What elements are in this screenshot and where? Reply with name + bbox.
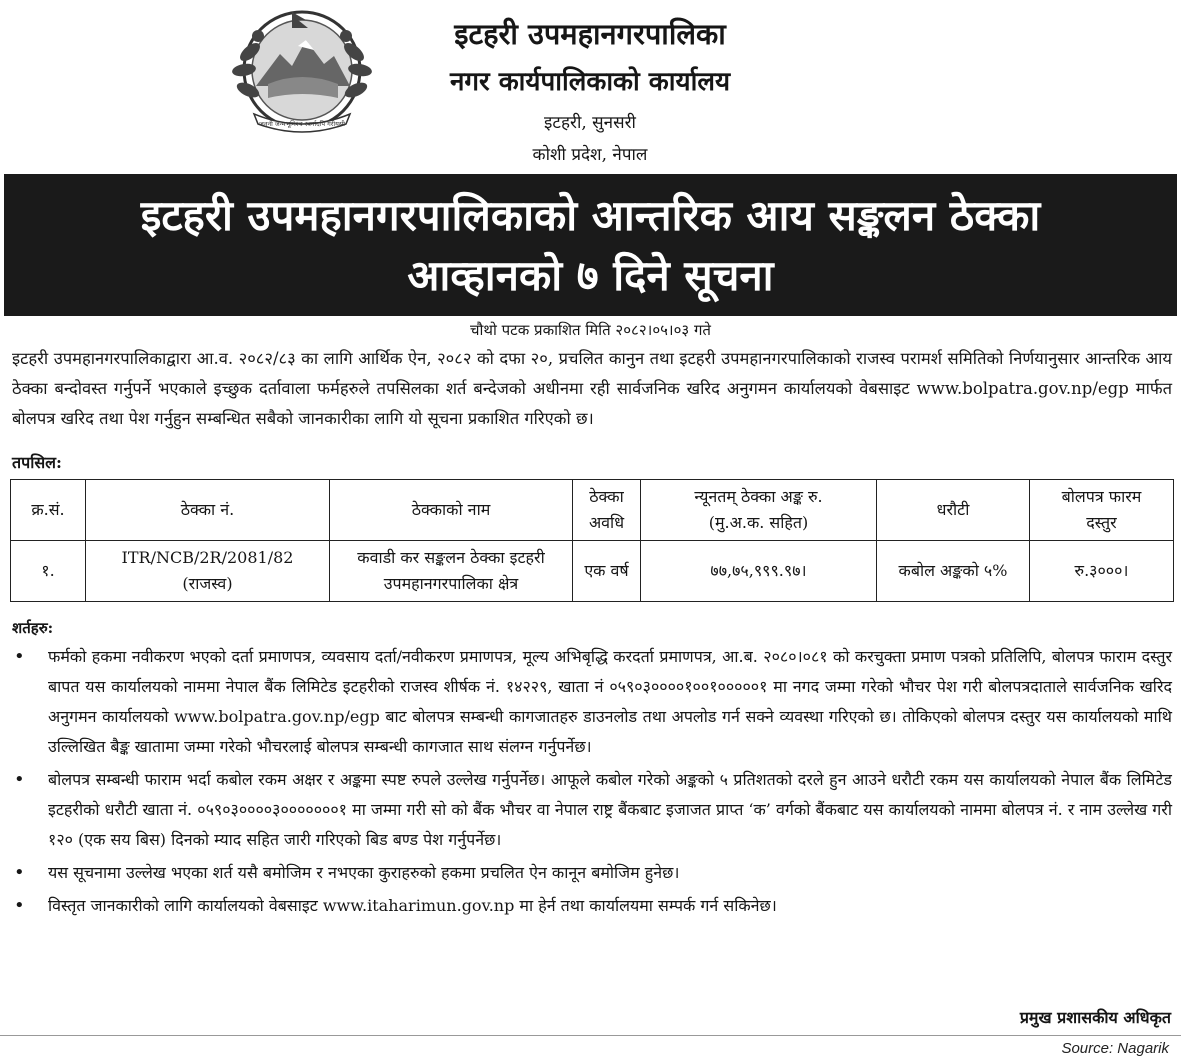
bullet-icon: • (14, 895, 25, 916)
signatory-title: प्रमुख प्रशासकीय अधिकृत (1019, 1008, 1171, 1027)
title-banner (4, 174, 1177, 316)
list-item (12, 642, 1172, 762)
bullet-icon: • (14, 646, 25, 667)
notice-title-line1: इटहरी उपमहानगरपालिकाको आन्तरिक आय सङ्कलन ठेक्का (140, 191, 1041, 240)
cell-contract-no (86, 541, 330, 602)
bullet-icon: • (14, 862, 25, 883)
condition-text: विस्तृत जानकारीको लागि कार्यालयको वेबसाइट www.itaharimun.gov.np मा हेर्न तथा कार्यालयमा सम्पर्क गर्न सकिनेछ। (48, 896, 777, 915)
condition-text: बोलपत्र सम्बन्धी फाराम भर्दा कबोल रकम अक्षर र अङ्कमा स्पष्ट रुपले उल्लेख गर्नुपर्नेछ। आफूले कबोल गरेको अङ्कको ५ प्रतिशतको दरले हुन आउने धरौटी रकम यस कार्यालयको नेपाल बैंक लिमिटेड इटहरीको धरौटी खाता नं. ०५९०३००००३०००००००१ मा जम्मा गरी सो को बैंक भौचर वा नेपाल राष्ट्र बैंकबाट इजाजत प्राप्त ‘क’ वर्गको बैंकबाट यस कार्यालयको नाममा बोलपत्र नं. र नाम उल्लेख गरी १२० (एक सय बिस) दिनको म्याद सहित जारी गरिएको बिड बण्ड पेश गर्नुपर्नेछ। (48, 770, 1172, 849)
cell-contract-no-code: ITR/NCB/2R/2081/82 (121, 548, 294, 567)
intro-paragraph: इटहरी उपमहानगरपालिकाद्वारा आ.व. २०८२/८३ का लागि आर्थिक ऐन, २०८२ को दफा २०, प्रचलित कानुन तथा इटहरी उपमहानगरपालिकाको राजस्व परामर्श समितिको निर्णयानुसार आन्तरिक आय ठेक्का बन्दोवस्त गर्नुपर्ने भएकाले इच्छुक दर्तावाला फर्महरुले तपसिलका शर्त बन्देजको अधीनमा रही सार्वजनिक खरिद अनुगमन कार्यालयको वेबसाइट www.bolpatra.gov.np/egp मार्फत बोलपत्र खरिद तथा पेश गर्नुहुन सम्बन्धित सबैको जानकारीका लागि यो सूचना प्रकाशित गरिएको छ। (12, 349, 1172, 428)
list-item (12, 765, 1172, 855)
header-min-amount-line1: न्यूनतम् ठेक्का अङ्क रु. (694, 487, 823, 506)
conditions-label: शर्तहरु: (12, 619, 54, 637)
office-location-city: इटहरी, सुनसरी (544, 113, 636, 133)
cell-sn: १. (11, 541, 86, 602)
header-duration: ठेक्का अवधि (573, 480, 641, 541)
cell-contract-no-type: (राजस्व) (182, 574, 233, 593)
condition-text: फर्मको हकमा नवीकरण भएको दर्ता प्रमाणपत्र, व्यवसाय दर्ता/नवीकरण प्रमाणपत्र, मूल्य अभिबृद्धि करदर्ता प्रमाणपत्र, आ.ब. २०८०।०८१ को करचुक्ता प्रमाण पत्रको प्रतिलिपि, बोलपत्र फाराम दस्तुर बापत यस कार्यालयको नाममा नेपाल बैंक लिमिटेड इटहरीको राजस्व शीर्षक नं. १४२२९, खाता नं ०५९०३००००१००१०००००१ मा नगद जम्मा गरेको भौचर पेश गरी बोलपत्रदाताले सार्वजनिक खरिद अनुगमन कार्यालयको www.bolpatra.gov.np/egp बाट बोलपत्र सम्बन्धी कागजातहरु डाउनलोड तथा अपलोड गर्न सक्ने व्यवस्था गरिएको छ। तोकिएको बोलपत्र दस्तुर यस कार्यालयको माथि उल्लिखित बैङ्क खातामा जम्मा गरेको भौचरलाई बोलपत्र सम्बन्धी कागजात साथ संलग्न गर्नुपर्नेछ। (48, 647, 1172, 756)
condition-text: यस सूचनामा उल्लेख भएका शर्त यसै बमोजिम र नभएका कुराहरुको हकमा प्रचलित ऐन कानून बमोजिम हुनेछ। (48, 863, 680, 882)
bottom-divider (0, 1035, 1181, 1036)
cell-contract-name-line2: उपमहानगरपालिका क्षेत्र (383, 574, 519, 593)
office-location-province: कोशी प्रदेश, नेपाल (532, 145, 648, 165)
cell-contract-name (330, 541, 573, 602)
header-min-amount (641, 480, 877, 541)
notice-title-line2: आव्हानको ७ दिने सूचना (407, 251, 774, 300)
cell-deposit: कबोल अङ्कको ५% (877, 541, 1030, 602)
cell-contract-name-line1: कवाडी कर सङ्कलन ठेक्का इटहरी (357, 548, 545, 567)
office-name: इटहरी उपमहानगरपालिका (454, 17, 726, 51)
cell-duration: एक वर्ष (573, 541, 641, 602)
letterhead (0, 0, 1181, 174)
office-subtitle: नगर कार्यपालिकाको कार्यालय (449, 67, 731, 97)
nepal-emblem-icon (228, 6, 376, 140)
header-min-amount-line2: (मु.अ.क. सहित) (708, 513, 809, 532)
cell-form-fee: रु.३०००। (1030, 541, 1174, 602)
emblem-caption: जननी जन्मभूमिश्च स्वर्गादपि गरीयसी (259, 120, 345, 128)
cell-min-amount: ७७,७५,९९९.९७। (641, 541, 877, 602)
source-credit: Source: Nagarik (1061, 1040, 1169, 1057)
list-item (12, 858, 1172, 888)
bullet-icon: • (14, 769, 25, 790)
table-header-row (11, 480, 1174, 541)
tender-table (10, 479, 1174, 602)
conditions-list (12, 642, 1172, 924)
header-form-fee-line1: बोलपत्र फारम (1061, 487, 1142, 506)
list-item (12, 891, 1172, 921)
table-row (11, 541, 1174, 602)
details-label: तपसिल: (12, 453, 62, 472)
header-deposit: धरौटी (877, 480, 1030, 541)
header-contract-no: ठेक्का नं. (86, 480, 330, 541)
header-form-fee (1030, 480, 1174, 541)
header-form-fee-line2: दस्तुर (1086, 513, 1117, 532)
publish-date: चौथो पटक प्रकाशित मिति २०८२।०५।०३ गते (470, 321, 711, 339)
header-sn: क्र.सं. (11, 480, 86, 541)
header-contract-name: ठेक्काको नाम (330, 480, 573, 541)
